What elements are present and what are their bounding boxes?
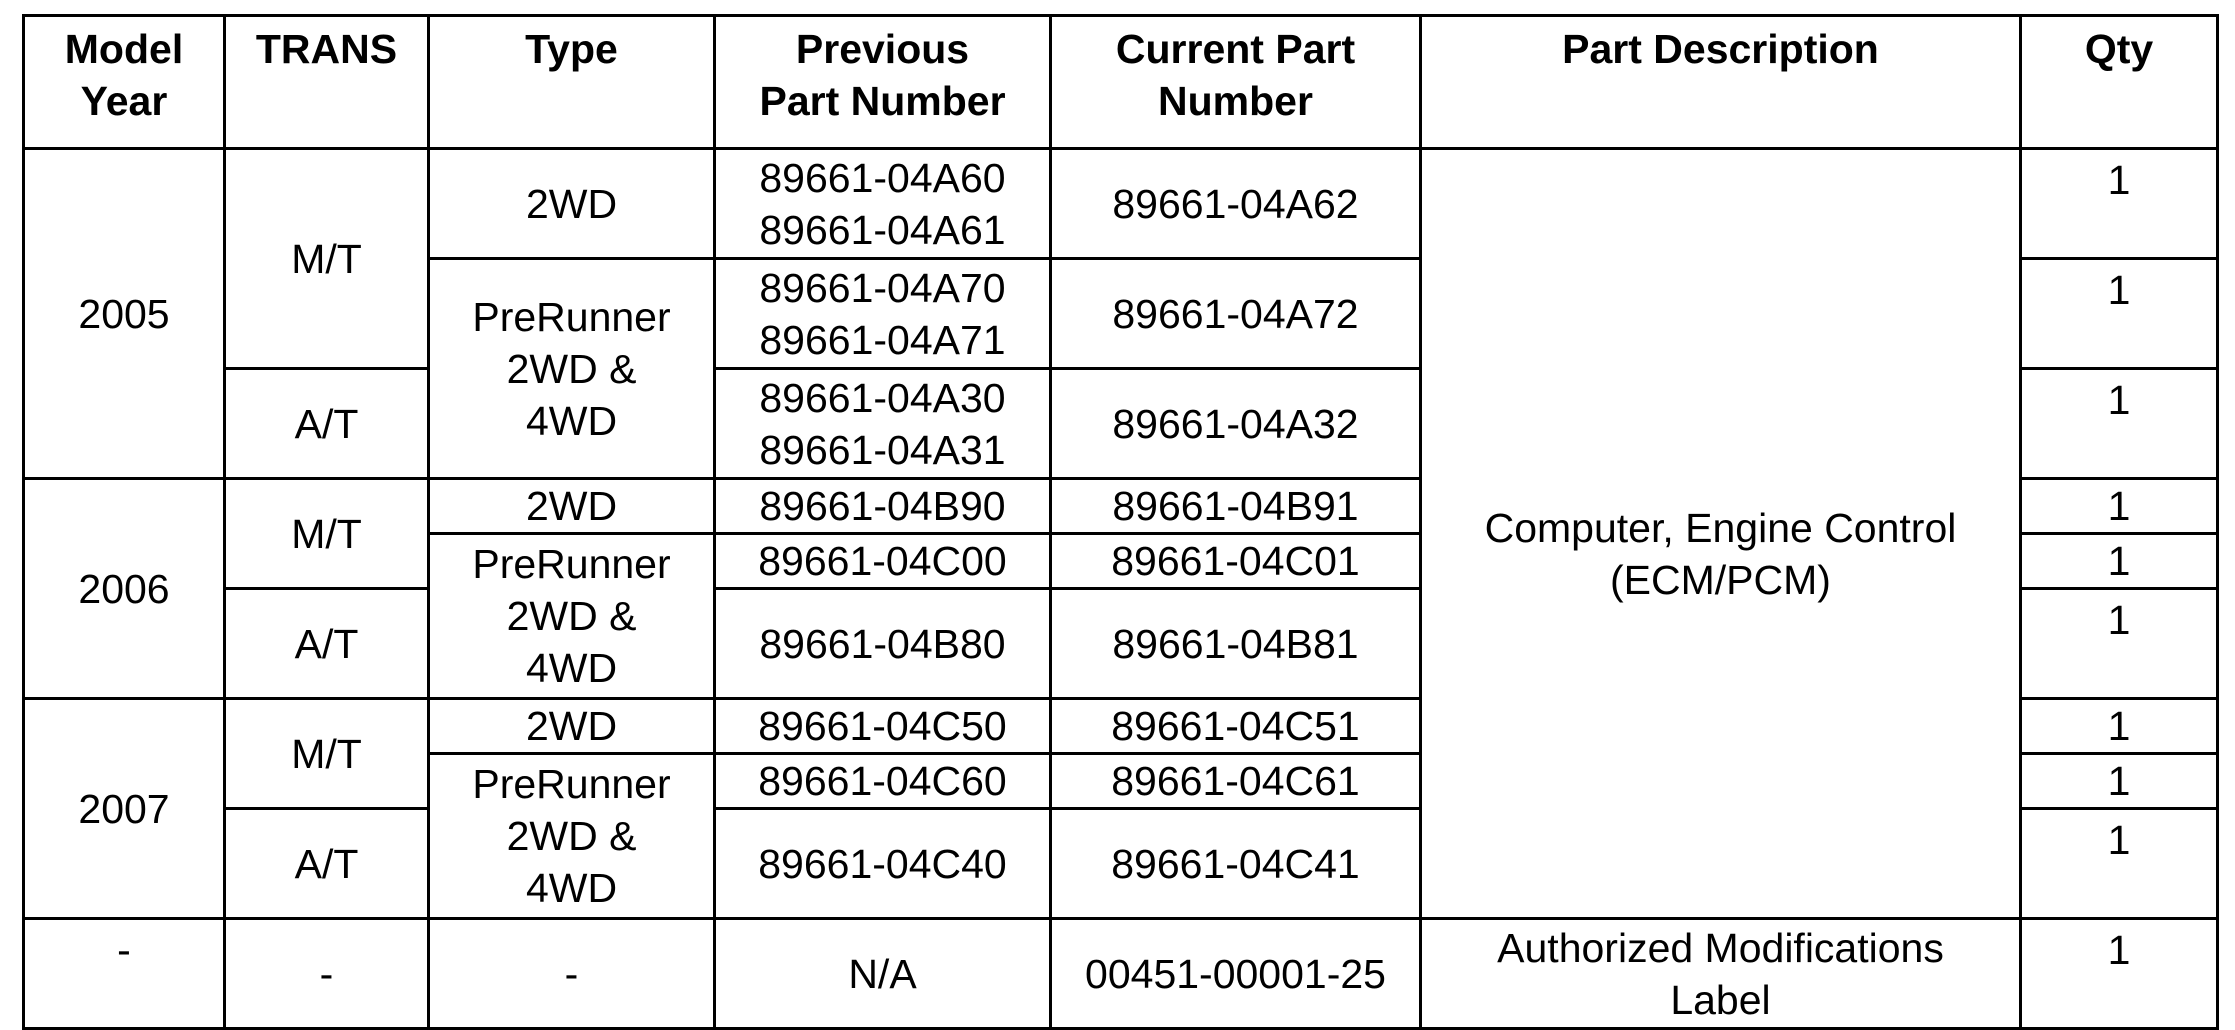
header-trans: TRANS [225,16,429,149]
trans-cell: A/T [225,369,429,479]
model-year-cell: - [24,919,225,1029]
current-part-cell: 89661-04C41 [1051,809,1421,919]
trans-cell: M/T [225,479,429,589]
previous-part-cell: 89661-04C60 [715,754,1051,809]
header-previous-part-number: Previous Part Number [715,16,1051,149]
trans-cell: A/T [225,589,429,699]
header-model-year: Model Year [24,16,225,149]
previous-part-cell: 89661-04C50 [715,699,1051,754]
qty-cell: 1 [2021,534,2218,589]
previous-part-cell: 89661-04B90 [715,479,1051,534]
type-cell: - [429,919,715,1029]
table-row [24,919,2218,1029]
table-row [24,149,2218,259]
previous-part-cell: 89661-04C00 [715,534,1051,589]
model-year-cell: 2005 [24,149,225,479]
qty-cell: 1 [2021,149,2218,259]
trans-cell: M/T [225,699,429,809]
trans-cell: - [225,919,429,1029]
current-part-cell: 89661-04A32 [1051,369,1421,479]
parts-table-container [22,14,2219,1030]
header-current-part-number: Current Part Number [1051,16,1421,149]
current-part-cell: 89661-04A72 [1051,259,1421,369]
model-year-cell: 2006 [24,479,225,699]
current-part-cell: 00451-00001-25 [1051,919,1421,1029]
type-cell: 2WD [429,479,715,534]
qty-cell: 1 [2021,259,2218,369]
previous-part-cell: 89661-04A60 89661-04A61 [715,149,1051,259]
current-part-cell: 89661-04C51 [1051,699,1421,754]
type-cell: PreRunner 2WD & 4WD [429,534,715,699]
qty-cell: 1 [2021,754,2218,809]
current-part-cell: 89661-04B91 [1051,479,1421,534]
trans-cell: A/T [225,809,429,919]
qty-cell: 1 [2021,589,2218,699]
current-part-cell: 89661-04A62 [1051,149,1421,259]
part-description-cell: Computer, Engine Control (ECM/PCM) [1421,149,2021,919]
trans-cell: M/T [225,149,429,369]
current-part-cell: 89661-04C01 [1051,534,1421,589]
part-description-cell: Authorized Modifications Label [1421,919,2021,1029]
model-year-cell: 2007 [24,699,225,919]
previous-part-cell: 89661-04C40 [715,809,1051,919]
type-cell: 2WD [429,699,715,754]
header-type: Type [429,16,715,149]
type-cell: PreRunner 2WD & 4WD [429,259,715,479]
current-part-cell: 89661-04B81 [1051,589,1421,699]
previous-part-cell: 89661-04A30 89661-04A31 [715,369,1051,479]
previous-part-cell: N/A [715,919,1051,1029]
header-row [24,16,2218,149]
qty-cell: 1 [2021,479,2218,534]
qty-cell: 1 [2021,919,2218,1029]
qty-cell: 1 [2021,699,2218,754]
type-cell: 2WD [429,149,715,259]
previous-part-cell: 89661-04B80 [715,589,1051,699]
type-cell: PreRunner 2WD & 4WD [429,754,715,919]
header-part-description: Part Description [1421,16,2021,149]
current-part-cell: 89661-04C61 [1051,754,1421,809]
parts-table [22,14,2219,1030]
previous-part-cell: 89661-04A70 89661-04A71 [715,259,1051,369]
qty-cell: 1 [2021,369,2218,479]
header-qty: Qty [2021,16,2218,149]
qty-cell: 1 [2021,809,2218,919]
